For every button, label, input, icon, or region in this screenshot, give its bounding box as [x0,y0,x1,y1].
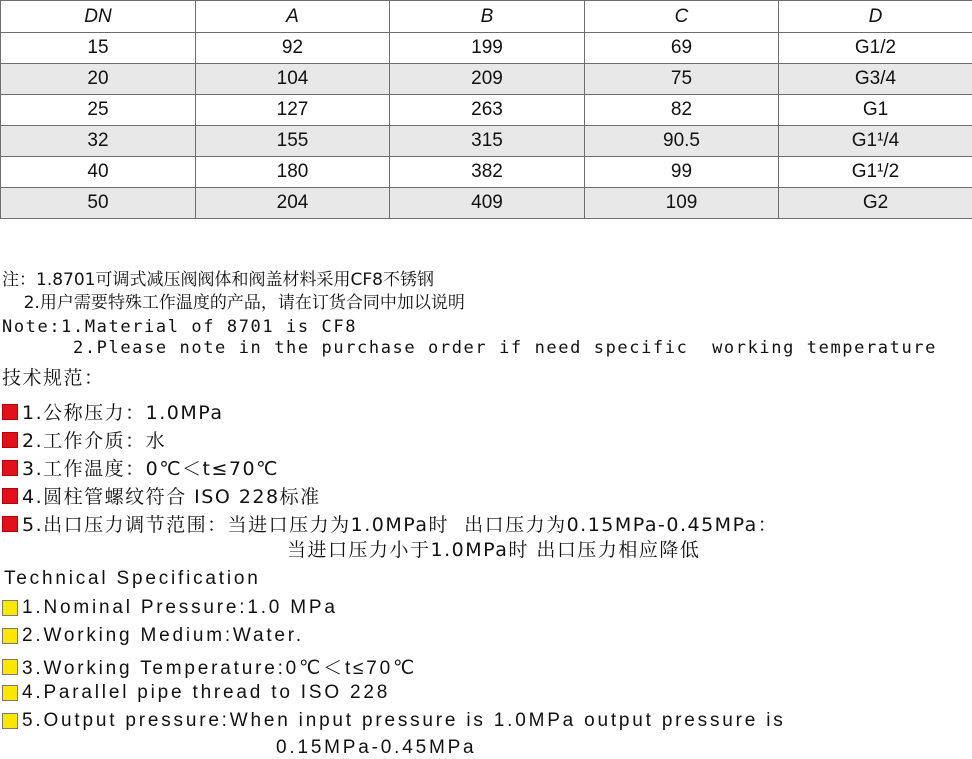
yellow-square-icon [2,659,18,675]
header-c: C [585,1,779,33]
yellow-square-icon [2,713,18,729]
cell-dn: 50 [1,188,196,219]
red-square-icon [2,404,18,420]
yellow-square-icon [2,600,18,616]
yellow-square-icon [2,685,18,701]
cell-d: G1¹/4 [779,126,972,157]
spec-en-item [2,625,304,647]
cell-c: 99 [585,157,779,188]
header-d: D [779,1,972,33]
cell-dn: 25 [1,95,196,126]
table-row [1,64,972,95]
note-en-2: 2.Please note in the purchase order if need specific working temperature [2,338,937,358]
cell-a: 104 [196,64,390,95]
cell-dn: 15 [1,33,196,64]
spec-cn-item [2,398,224,425]
spec-en-title: Technical Specification [4,568,261,589]
note-cn-2: 2.用户需要特殊工作温度的产品，请在订货合同中加以说明 [2,293,465,313]
spec-cn-text: 5.出口压力调节范围：当进口压力为1.0MPa时 出口压力为0.15MPa-0.45MPa： [22,514,779,536]
spec-cn-item [2,510,778,537]
cell-dn: 40 [1,157,196,188]
cell-d: G1¹/2 [779,157,972,188]
cell-a: 127 [196,95,390,126]
cell-d: G1/2 [779,33,972,64]
cell-a: 180 [196,157,390,188]
dimension-table [0,0,972,219]
spec-cn-text: 2.工作介质：水 [22,430,167,452]
cell-b: 263 [390,95,585,126]
cell-dn: 32 [1,126,196,157]
spec-en-item [2,710,786,732]
red-square-icon [2,460,18,476]
cell-c: 109 [585,188,779,219]
cell-b: 199 [390,33,585,64]
table-header-row [1,1,972,33]
yellow-square-icon [2,628,18,644]
spec-cn-item5-cont: 当进口压力小于1.0MPa时 出口压力相应降低 [287,539,701,561]
spec-en-item5-cont: 0.15MPa-0.45MPa [276,737,477,758]
spec-en-item [2,597,338,619]
cell-b: 382 [390,157,585,188]
cell-c: 90.5 [585,126,779,157]
cell-c: 69 [585,33,779,64]
header-a: A [196,1,390,33]
cell-b: 315 [390,126,585,157]
spec-cn-item [2,454,279,481]
cell-a: 204 [196,188,390,219]
cell-b: 409 [390,188,585,219]
spec-en-text: 2.Working Medium:Water. [22,625,304,646]
cell-d: G1 [779,95,972,126]
spec-en-text: 4.Parallel pipe thread to ISO 228 [22,682,391,703]
spec-cn-item [2,426,166,453]
spec-cn-text: 4.圆柱管螺纹符合 ISO 228标准 [22,486,321,508]
spec-cn-text: 3.工作温度：0℃＜t≤70℃ [22,458,279,480]
spec-en-text: 1.Nominal Pressure:1.0 MPa [22,597,338,618]
header-dn: DN [1,1,196,33]
cell-a: 92 [196,33,390,64]
cell-dn: 20 [1,64,196,95]
spec-en-item [2,653,417,680]
table-row [1,33,972,64]
header-b: B [390,1,585,33]
cell-a: 155 [196,126,390,157]
cell-b: 209 [390,64,585,95]
cell-c: 82 [585,95,779,126]
spec-cn-text: 1.公称压力：1.0MPa [22,402,224,424]
note-cn-1: 注：1.8701可调式减压阀阀体和阀盖材料采用CF8不锈钢 [2,270,434,290]
red-square-icon [2,432,18,448]
cell-d: G3/4 [779,64,972,95]
spec-en-item [2,682,390,704]
spec-en-text: 3.Working Temperature:0℃＜t≤70℃ [22,658,418,679]
spec-cn-item [2,482,321,509]
red-square-icon [2,516,18,532]
note-en-1: Note:1.Material of 8701 is CF8 [2,317,358,337]
table-row [1,126,972,157]
table-row [1,157,972,188]
cell-c: 75 [585,64,779,95]
table-row [1,188,972,219]
spec-en-text: 5.Output pressure:When input pressure is 1.0MPa output pressure is [22,710,786,731]
red-square-icon [2,488,18,504]
spec-cn-title: 技术规范： [2,367,105,389]
table-row [1,95,972,126]
cell-d: G2 [779,188,972,219]
